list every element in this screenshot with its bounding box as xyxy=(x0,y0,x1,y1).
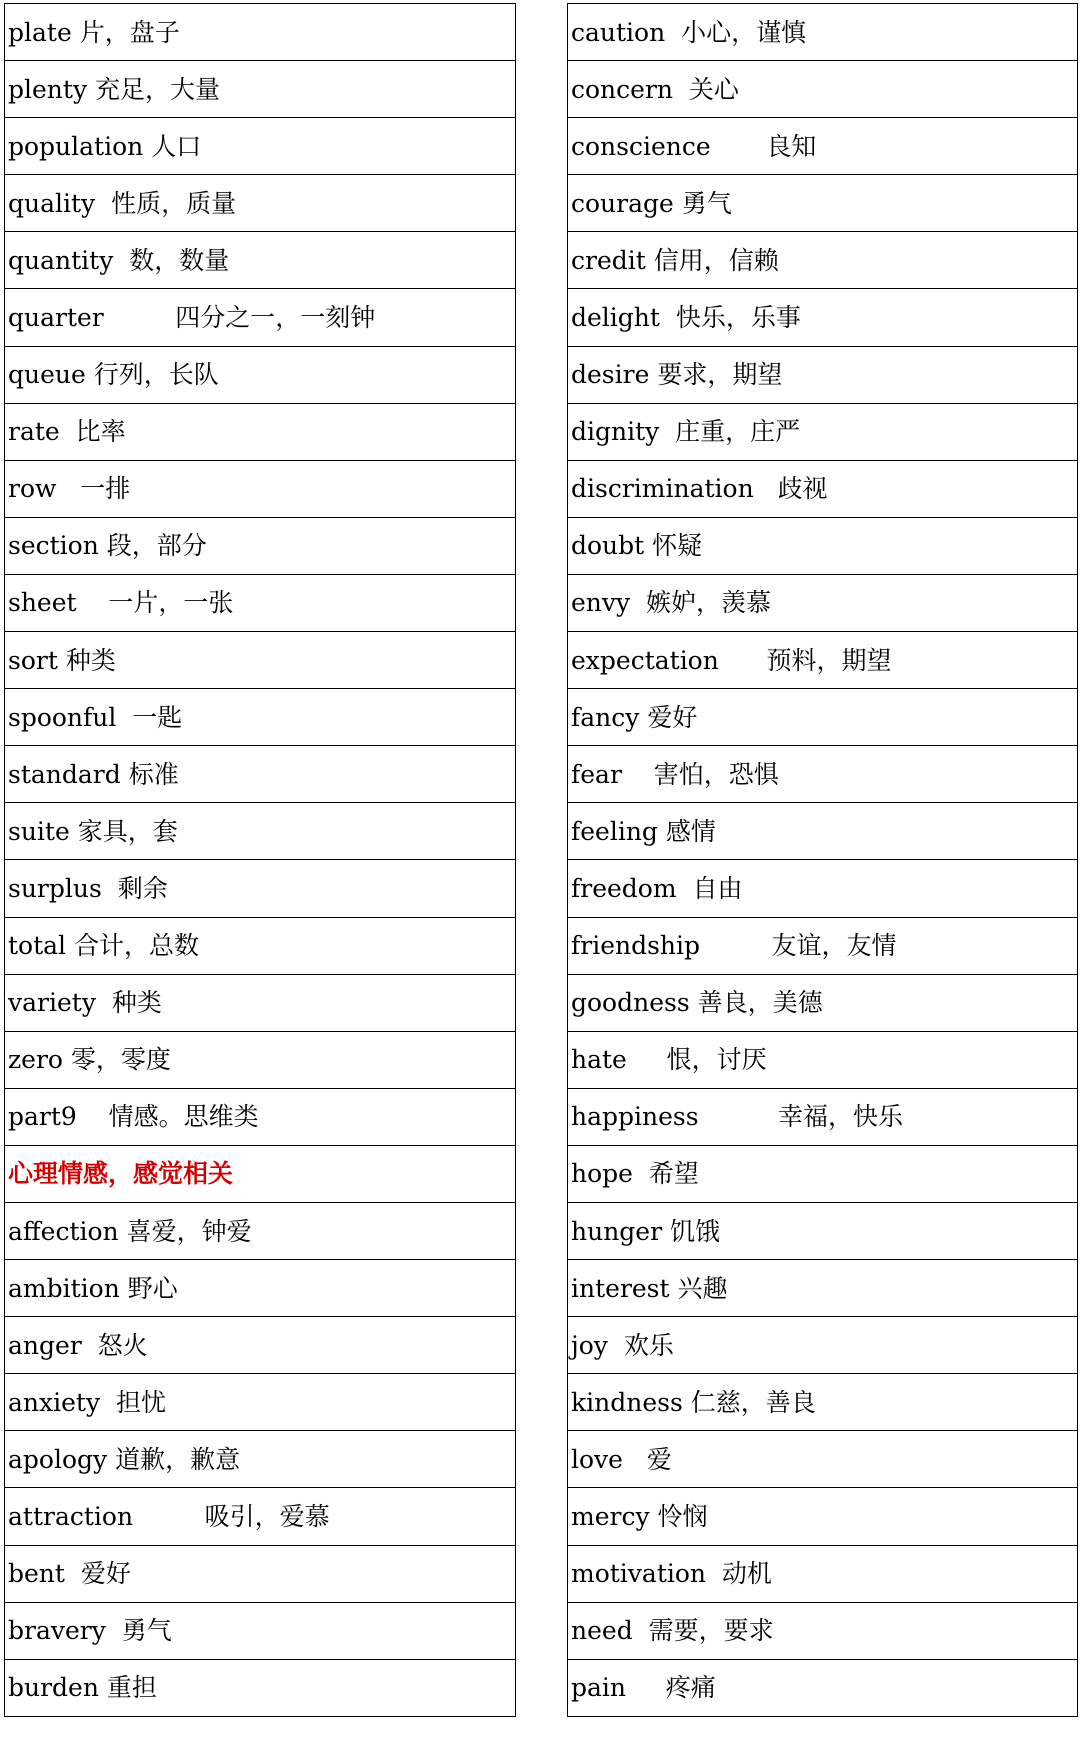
table-row xyxy=(5,460,516,517)
vocab-entry: need 需要，要求 xyxy=(568,1602,1078,1659)
vocab-entry: credit 信用，信赖 xyxy=(568,232,1078,289)
table-row xyxy=(5,346,516,403)
vocab-entry: discrimination 歧视 xyxy=(568,460,1078,517)
vocab-entry: envy 嫉妒，羡慕 xyxy=(568,574,1078,631)
vocab-entry: interest 兴趣 xyxy=(568,1260,1078,1317)
vocab-entry: expectation 预料，期望 xyxy=(568,632,1078,689)
table-row xyxy=(568,574,1078,631)
table-row xyxy=(568,689,1078,746)
vocab-entry: section 段，部分 xyxy=(5,517,516,574)
vocab-entry: feeling 感情 xyxy=(568,803,1078,860)
vocab-entry: burden 重担 xyxy=(5,1659,516,1716)
table-row xyxy=(568,1202,1078,1259)
table-row xyxy=(568,289,1078,346)
vocab-entry: dignity 庄重，庄严 xyxy=(568,403,1078,460)
vocab-entry: surplus 剩余 xyxy=(5,860,516,917)
table-row xyxy=(5,1031,516,1088)
table-row xyxy=(568,403,1078,460)
table-row xyxy=(568,746,1078,803)
table-row xyxy=(568,1488,1078,1545)
table-row xyxy=(5,860,516,917)
table-row xyxy=(568,4,1078,61)
table-row xyxy=(568,1088,1078,1145)
table-row xyxy=(568,860,1078,917)
vocab-entry: quantity 数，数量 xyxy=(5,232,516,289)
vocab-entry: sort 种类 xyxy=(5,632,516,689)
vocab-entry: freedom 自由 xyxy=(568,860,1078,917)
vocab-entry: plenty 充足，大量 xyxy=(5,61,516,118)
table-row xyxy=(5,746,516,803)
vocab-entry: anger 怒火 xyxy=(5,1317,516,1374)
table-row xyxy=(5,1202,516,1259)
table-row xyxy=(5,1260,516,1317)
section-heading: 心理情感，感觉相关 xyxy=(5,1145,516,1202)
table-row xyxy=(5,1088,516,1145)
vocab-entry: fancy 爱好 xyxy=(568,689,1078,746)
vocab-entry: quality 性质，质量 xyxy=(5,175,516,232)
vocab-entry: anxiety 担忧 xyxy=(5,1374,516,1431)
vocab-entry: courage 勇气 xyxy=(568,175,1078,232)
table-row xyxy=(568,917,1078,974)
vocab-entry: spoonful 一匙 xyxy=(5,689,516,746)
table-row xyxy=(5,1545,516,1602)
table-row xyxy=(568,346,1078,403)
vocab-entry: concern 关心 xyxy=(568,61,1078,118)
table-row xyxy=(5,1145,516,1202)
vocab-entry: bravery 勇气 xyxy=(5,1602,516,1659)
table-row xyxy=(568,1659,1078,1716)
table-row xyxy=(5,1659,516,1716)
table-row xyxy=(5,517,516,574)
vocabulary-table-left xyxy=(4,3,516,1717)
vocab-entry: fear 害怕，恐惧 xyxy=(568,746,1078,803)
vocab-entry: caution 小心，谨慎 xyxy=(568,4,1078,61)
vocab-entry: part9 情感。思维类 xyxy=(5,1088,516,1145)
vocab-entry: ambition 野心 xyxy=(5,1260,516,1317)
vocab-entry: bent 爱好 xyxy=(5,1545,516,1602)
vocab-entry: attraction 吸引，爱慕 xyxy=(5,1488,516,1545)
vocab-entry: total 合计，总数 xyxy=(5,917,516,974)
vocab-entry: queue 行列，长队 xyxy=(5,346,516,403)
table-row xyxy=(5,1317,516,1374)
table-row xyxy=(568,1145,1078,1202)
vocab-entry: quarter 四分之一，一刻钟 xyxy=(5,289,516,346)
table-row xyxy=(5,1602,516,1659)
table-row xyxy=(568,517,1078,574)
table-row xyxy=(568,175,1078,232)
vocab-entry: desire 要求，期望 xyxy=(568,346,1078,403)
table-row xyxy=(5,232,516,289)
table-row xyxy=(5,289,516,346)
table-row xyxy=(568,460,1078,517)
vocab-entry: motivation 动机 xyxy=(568,1545,1078,1602)
table-row xyxy=(5,974,516,1031)
vocab-entry: mercy 怜悯 xyxy=(568,1488,1078,1545)
table-row xyxy=(568,1431,1078,1488)
vocab-entry: conscience 良知 xyxy=(568,118,1078,175)
vocab-entry: zero 零，零度 xyxy=(5,1031,516,1088)
vocab-entry: pain 疼痛 xyxy=(568,1659,1078,1716)
vocab-entry: hunger 饥饿 xyxy=(568,1202,1078,1259)
vocab-entry: hope 希望 xyxy=(568,1145,1078,1202)
table-row xyxy=(568,1317,1078,1374)
table-row xyxy=(568,1374,1078,1431)
vocab-entry: row 一排 xyxy=(5,460,516,517)
table-row xyxy=(5,175,516,232)
table-row xyxy=(568,1260,1078,1317)
vocabulary-table-right xyxy=(567,3,1078,1717)
vocab-entry: rate 比率 xyxy=(5,403,516,460)
vocab-entry: population 人口 xyxy=(5,118,516,175)
vocab-entry: affection 喜爱，钟爱 xyxy=(5,1202,516,1259)
vocab-entry: happiness 幸福，快乐 xyxy=(568,1088,1078,1145)
vocab-entry: joy 欢乐 xyxy=(568,1317,1078,1374)
table-row xyxy=(5,1488,516,1545)
table-row xyxy=(568,232,1078,289)
vocab-entry: hate 恨，讨厌 xyxy=(568,1031,1078,1088)
table-row xyxy=(568,1545,1078,1602)
vocab-entry: friendship 友谊，友情 xyxy=(568,917,1078,974)
vocab-entry: variety 种类 xyxy=(5,974,516,1031)
table-row xyxy=(568,632,1078,689)
table-row xyxy=(568,1602,1078,1659)
vocab-entry: suite 家具，套 xyxy=(5,803,516,860)
table-row xyxy=(5,1374,516,1431)
vocab-entry: love 爱 xyxy=(568,1431,1078,1488)
table-row xyxy=(568,61,1078,118)
table-row xyxy=(5,403,516,460)
table-row xyxy=(5,4,516,61)
table-row xyxy=(5,61,516,118)
table-row xyxy=(568,1031,1078,1088)
table-row xyxy=(568,803,1078,860)
vocab-entry: kindness 仁慈，善良 xyxy=(568,1374,1078,1431)
vocab-entry: plate 片，盘子 xyxy=(5,4,516,61)
vocab-entry: apology 道歉，歉意 xyxy=(5,1431,516,1488)
table-row xyxy=(5,632,516,689)
vocab-entry: doubt 怀疑 xyxy=(568,517,1078,574)
vocab-entry: standard 标准 xyxy=(5,746,516,803)
vocab-entry: sheet 一片，一张 xyxy=(5,574,516,631)
table-row xyxy=(568,118,1078,175)
table-row xyxy=(5,118,516,175)
vocab-entry: goodness 善良，美德 xyxy=(568,974,1078,1031)
table-row xyxy=(568,974,1078,1031)
table-row xyxy=(5,917,516,974)
table-row xyxy=(5,689,516,746)
vocab-entry: delight 快乐，乐事 xyxy=(568,289,1078,346)
table-row xyxy=(5,574,516,631)
table-row xyxy=(5,803,516,860)
table-row xyxy=(5,1431,516,1488)
